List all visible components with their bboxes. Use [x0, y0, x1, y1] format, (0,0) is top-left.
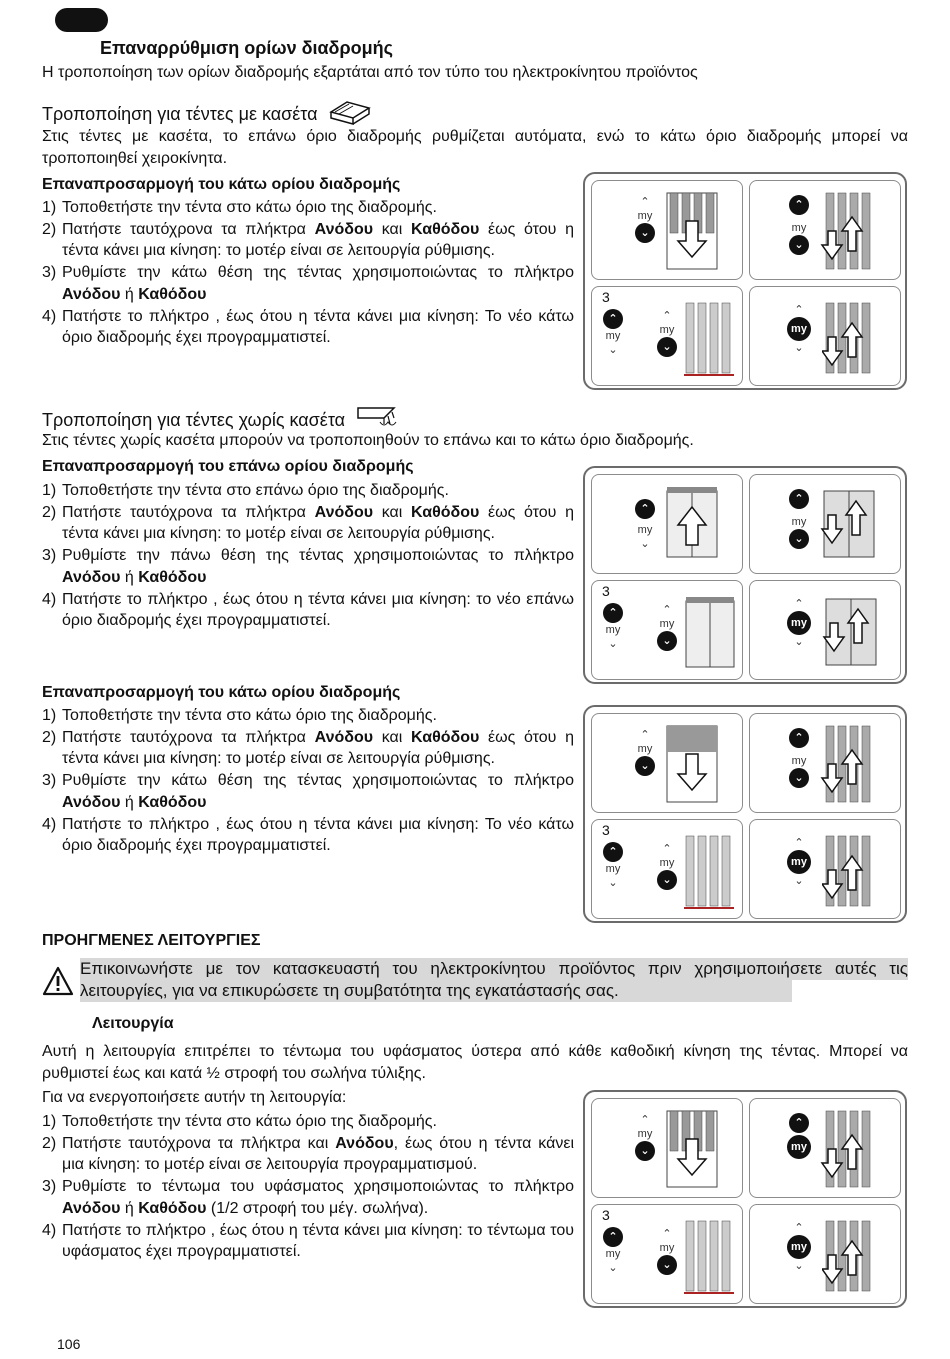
diagram-step-3: [591, 1204, 743, 1304]
step-3-number: 3: [602, 289, 610, 305]
my-label: my: [791, 222, 807, 234]
down-button-pressed-icon: ⌄: [657, 1255, 677, 1275]
down-arrow-icon: ⌄: [608, 877, 618, 889]
section-title: Επαναρρύθμιση ορίων διαδρομής: [100, 38, 393, 58]
cassette-heading-text: Τροποποίηση για τέντες με κασέτα: [42, 104, 318, 124]
awning-up-down-icon: [820, 191, 880, 271]
diagram-panel-cassette-lower: [583, 172, 907, 390]
up-button-pressed-icon: ⌃: [789, 728, 809, 748]
up-button-pressed-icon: ⌃: [603, 603, 623, 623]
up-button-pressed-icon: ⌃: [789, 195, 809, 215]
window-awning-up-down-icon: [822, 593, 882, 673]
up-button-pressed-icon: ⌃: [603, 309, 623, 329]
nocassette-description: Στις τέντες χωρίς κασέτα μπορούν να τροποποιηθούν το επάνω και το κάτω όριο διαδρομής.: [42, 432, 694, 449]
my-label: my: [637, 743, 653, 755]
window-awning-up-down-icon: [820, 485, 880, 565]
step-1: 1) Τοποθετήστε την τέντα στο κάτω όριο της διαδρομής.: [42, 199, 437, 216]
down-button-pressed-icon: ⌄: [789, 529, 809, 549]
nocassette-heading: [42, 404, 398, 431]
section-marker-pill: [55, 8, 108, 32]
my-label: my: [659, 618, 675, 630]
step-3: 3) Ρυθμίστε την πάνω θέση της τέντας χρησιμοποιώντας το πλήκτρο Ανόδου ή Καθόδου: [42, 547, 574, 586]
my-button-pressed-icon: my: [787, 850, 811, 874]
up-button-pressed-icon: ⌃: [789, 489, 809, 509]
down-arrow-icon: ⌄: [794, 342, 804, 354]
nocassette-lower-steps: [42, 705, 574, 857]
diagram-step-3: [591, 286, 743, 386]
my-button-pressed-icon: my: [787, 317, 811, 341]
intro-text: Η τροποποίηση των ορίων διαδρομής εξαρτάται από τον τύπο του ηλεκτροκίνητου προϊόντος: [42, 64, 698, 81]
up-arrow-icon: ⌃: [662, 604, 672, 616]
diagram-step-1: [591, 713, 743, 813]
activate-text: Για να ενεργοποιήσετε αυτήν τη λειτουργία:: [42, 1089, 347, 1106]
awning-lowered-icon: [662, 1109, 722, 1189]
up-arrow-icon: ⌃: [640, 196, 650, 208]
diagram-step-2: [749, 713, 901, 813]
diagram-step-3: [591, 819, 743, 919]
down-arrow-icon: ⌄: [608, 344, 618, 356]
page-number: 106: [57, 1336, 81, 1352]
advanced-title: ΠΡΟΗΓΜΕΝΕΣ ΛΕΙΤΟΥΡΓΙΕΣ: [42, 932, 261, 949]
awning-up-down-icon: [820, 724, 880, 804]
awning-adjust-icon: [684, 834, 738, 914]
up-arrow-icon: ⌃: [794, 304, 804, 316]
nocassette-upper-steps: [42, 480, 574, 632]
my-label: my: [791, 516, 807, 528]
step-3: 3) Ρυθμίστε την κάτω θέση της τέντας χρησιμοποιώντας το πλήκτρο Ανόδου ή Καθόδου: [42, 264, 574, 303]
diagram-step-4: [749, 1204, 901, 1304]
cassette-lower-title: Επαναπροσαρμογή του κάτω ορίου διαδρομής: [42, 176, 401, 193]
step-3: 3) Ρυθμίστε την κάτω θέση της τέντας χρησιμοποιώντας το πλήκτρο Ανόδου ή Καθόδου: [42, 772, 574, 811]
down-arrow-icon: ⌄: [794, 1260, 804, 1272]
awning-up-down-icon: [822, 834, 882, 914]
function-description: Αυτή η λειτουργία επιτρέπει το τέντωμα του υφάσματος ύστερα από κάθε καθοδική κίνηση της τέντας. Μπορεί να ρυθμιστεί έως και κατά ½ στροφή του σωλήνα τύλιξης.: [42, 1043, 908, 1082]
diagram-panel-nocassette-upper: [583, 466, 907, 684]
step-1: 1) Τοποθετήστε την τέντα στο επάνω όριο της διαδρομής.: [42, 482, 449, 499]
down-arrow-icon: ⌄: [794, 636, 804, 648]
step-2: 2) Πατήστε ταυτόχρονα τα πλήκτρα και Ανόδου, έως ότου η τέντα κάνει μια κίνηση: το μοτέρ είναι σε λειτουργία προγραμματισμού.: [42, 1134, 575, 1174]
my-label: my: [605, 330, 621, 342]
step-4: 4) Πατήστε το πλήκτρο , έως ότου η τέντα κάνει μια κίνηση: Το νέο κάτω όριο διαδρομής έχει προγραμματιστεί.: [42, 307, 574, 347]
diagram-panel-nocassette-lower: [583, 705, 907, 923]
up-button-pressed-icon: ⌃: [635, 499, 655, 519]
my-label: my: [659, 857, 675, 869]
awning-up-down-icon: [822, 301, 882, 381]
up-button-pressed-icon: ⌃: [789, 1113, 809, 1133]
up-arrow-icon: ⌃: [640, 729, 650, 741]
up-arrow-icon: ⌃: [640, 1114, 650, 1126]
cassette-description: Στις τέντες με κασέτα, το επάνω όριο διαδρομής ρυθμίζεται αυτόματα, ενώ το κάτω όριο διαδρομής μπορεί να τροποποιηθεί χειροκίνητα.: [42, 128, 908, 167]
diagram-step-2: [749, 474, 901, 574]
nocassette-heading-text: Τροποποίηση για τέντες χωρίς κασέτα: [42, 410, 346, 430]
nocassette-lower-title: Επαναπροσαρμογή του κάτω ορίου διαδρομής: [42, 684, 401, 701]
step-3-number: 3: [602, 583, 610, 599]
down-arrow-icon: ⌄: [608, 638, 618, 650]
my-label: my: [791, 755, 807, 767]
open-awning-icon: [354, 404, 398, 430]
diagram-step-1: [591, 180, 743, 280]
step-2: 2) Πατήστε ταυτόχρονα τα πλήκτρα Ανόδου και Καθόδου έως ότου η τέντα κάνει μια κίνηση: το μοτέρ είναι σε λειτουργία ρύθμισης.: [42, 503, 575, 543]
window-awning-up-icon: [662, 485, 722, 565]
step-1: 1) Τοποθετήστε την τέντα στο κάτω όριο της διαδρομής.: [42, 707, 437, 724]
awning-up-down-icon: [820, 1109, 880, 1189]
up-button-pressed-icon: ⌃: [603, 1227, 623, 1247]
up-arrow-icon: ⌃: [794, 837, 804, 849]
awning-lowered-icon: [662, 724, 722, 804]
awning-adjust-icon: [684, 301, 738, 381]
awning-adjust-icon: [684, 1219, 738, 1299]
step-4: 4) Πατήστε το πλήκτρο , έως ότου η τέντα κάνει μια κίνηση: το τέντωμα του υφάσματος έχει προγραμματιστεί.: [42, 1221, 574, 1261]
advanced-steps: [42, 1111, 574, 1263]
my-label: my: [605, 1248, 621, 1260]
my-label: my: [659, 1242, 675, 1254]
diagram-step-2: [749, 1098, 901, 1198]
up-arrow-icon: ⌃: [662, 310, 672, 322]
diagram-step-4: [749, 580, 901, 680]
down-arrow-icon: ⌄: [794, 875, 804, 887]
window-icon: [684, 595, 738, 675]
cassette-lower-steps: [42, 197, 574, 349]
step-3-number: 3: [602, 1207, 610, 1223]
step-4: 4) Πατήστε το πλήκτρο , έως ότου η τέντα κάνει μια κίνηση: το νέο επάνω όριο διαδρομής έχει προγραμματιστεί.: [42, 590, 574, 630]
step-2: 2) Πατήστε ταυτόχρονα τα πλήκτρα Ανόδου και Καθόδου έως ότου η τέντα κάνει μια κίνηση: το μοτέρ είναι σε λειτουργία ρύθμισης.: [42, 220, 575, 260]
diagram-step-2: [749, 180, 901, 280]
awning-up-down-icon: [822, 1219, 882, 1299]
step-3-number: 3: [602, 822, 610, 838]
down-button-pressed-icon: ⌄: [657, 870, 677, 890]
my-button-pressed-icon: my: [787, 611, 811, 635]
my-label: my: [637, 210, 653, 222]
function-title: Λειτουργία: [92, 1015, 174, 1032]
down-button-pressed-icon: ⌄: [657, 337, 677, 357]
my-label: my: [637, 1128, 653, 1140]
diagram-step-3: [591, 580, 743, 680]
up-arrow-icon: ⌃: [794, 1222, 804, 1234]
step-2: 2) Πατήστε ταυτόχρονα τα πλήκτρα Ανόδου και Καθόδου έως ότου η τέντα κάνει μια κίνηση: το μοτέρ είναι σε λειτουργία ρύθμισης.: [42, 728, 575, 768]
my-label: my: [605, 624, 621, 636]
down-button-pressed-icon: ⌄: [635, 756, 655, 776]
nocassette-upper-title: Επαναπροσαρμογή του επάνω ορίου διαδρομής: [42, 458, 414, 475]
warning-triangle-icon: [42, 966, 74, 996]
diagram-panel-advanced: [583, 1090, 907, 1308]
down-button-pressed-icon: ⌄: [789, 235, 809, 255]
step-3: 3) Ρυθμίστε το τέντωμα του υφάσματος χρησιμοποιώντας το πλήκτρο Ανόδου ή Καθόδου (1/2 στροφή του μέγ. σωλήνα).: [42, 1178, 574, 1217]
down-button-pressed-icon: ⌄: [635, 1141, 655, 1161]
diagram-step-1: [591, 1098, 743, 1198]
diagram-step-4: [749, 819, 901, 919]
up-arrow-icon: ⌃: [662, 1228, 672, 1240]
down-arrow-icon: ⌄: [640, 538, 650, 550]
up-button-pressed-icon: ⌃: [603, 842, 623, 862]
step-4: 4) Πατήστε το πλήκτρο , έως ότου η τέντα κάνει μια κίνηση: Το νέο κάτω όριο διαδρομής έχει προγραμματιστεί.: [42, 815, 574, 855]
my-label: my: [659, 324, 675, 336]
my-label: my: [637, 524, 653, 536]
up-arrow-icon: ⌃: [794, 598, 804, 610]
diagram-step-1: [591, 474, 743, 574]
diagram-step-4: [749, 286, 901, 386]
awning-lowered-icon: [662, 191, 722, 271]
up-arrow-icon: ⌃: [662, 843, 672, 855]
my-label: my: [605, 863, 621, 875]
down-button-pressed-icon: ⌄: [635, 223, 655, 243]
down-arrow-icon: ⌄: [608, 1262, 618, 1274]
cassette-awning-icon: [327, 98, 373, 126]
warning-text: Επικοινωνήστε με τον κατασκευαστή του ηλεκτροκίνητου προϊόντος πριν χρησιμοποιήσετε αυτές τις λειτουργίες, για να επικυρώσετε τη συμβατότητα της εγκατάστασής σας.: [80, 959, 908, 1000]
my-button-pressed-icon: my: [787, 1135, 811, 1159]
step-1: 1) Τοποθετήστε την τέντα στο κάτω όριο της διαδρομής.: [42, 1113, 437, 1130]
down-button-pressed-icon: ⌄: [657, 631, 677, 651]
down-button-pressed-icon: ⌄: [789, 768, 809, 788]
my-button-pressed-icon: my: [787, 1235, 811, 1259]
cassette-heading: [42, 98, 373, 126]
